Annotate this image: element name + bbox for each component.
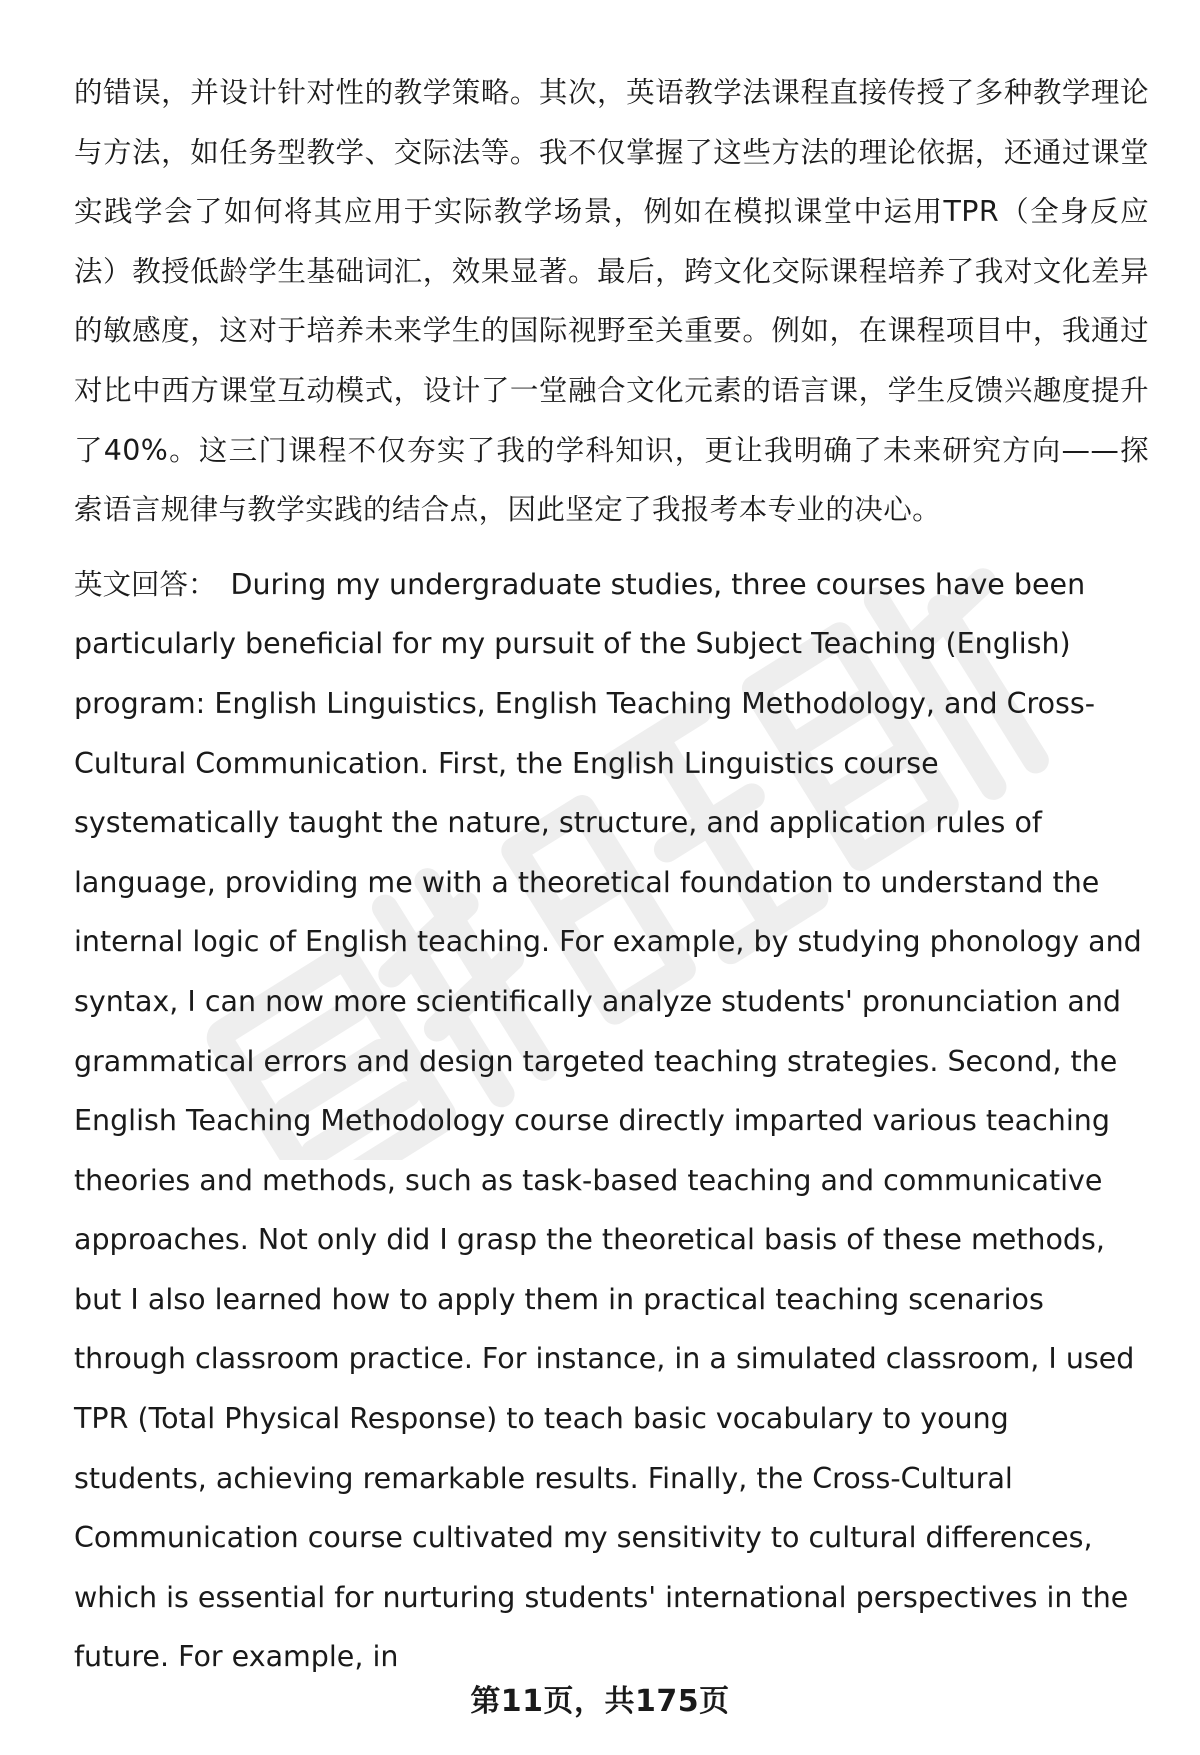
page-number-footer: 第11页，共175页 bbox=[470, 1684, 730, 1719]
chinese-answer-paragraph: 的错误，并设计针对性的教学策略。其次，英语教学法课程直接传授了多种教学理论与方法，如任务型教学、交际法等。我不仅掌握了这些方法的理论依据，还通过课堂实践学会了如何将其应用于实际教学场景，例如在模拟课堂中运用TPR（全身反应法）教授低龄学生基础词汇，效果显著。最后，跨文化交际课程培养了我对文化差异的敏感度，这对于培养未来学生的国际视野至关重要。例如，在课程项目中，我通过对比中西方课堂互动模式，设计了一堂融合文化元素的语言课，学生反馈兴趣度提升了40%。这三门课程不仅夯实了我的学科知识，更让我明确了未来研究方向——探索语言规律与教学实践的结合点，因此坚定了我报考本专业的决心。 bbox=[74, 76, 1149, 527]
english-answer-label: 英文回答： bbox=[74, 567, 217, 601]
english-answer-paragraph bbox=[74, 555, 1149, 1687]
english-answer-text: During my undergraduate studies, three courses have been particularly beneficial for my pursuit of the Subject Teaching (English) program: English Linguistics, English Teaching Methodology, and Cross-Cultural Communication. First, the English Linguistics course systematically taught the nature, structure, and application rules of language, providing me with a theoretical foundation to understand the internal logic of English teaching. For example, by studying phonology and syntax, I can now more scientifically analyze students' pronunciation and grammatical errors and design targeted teaching strategies. Second, the English Teaching Methodology course directly imparted various teaching theories and methods, such as task-based teaching and communicative approaches. Not only did I grasp the theoretical basis of these methods, but I also learned how to apply them in practical teaching scenarios through classroom practice. For instance, in a simulated classroom, I used TPR (Total Physical Response) to teach basic vocabulary to young students, achieving remarkable results. Finally, the Cross-Cultural Communication course cultivated my sensitivity to cultural differences, which is essential for nurturing students' international perspectives in the future. For example, in bbox=[74, 567, 1142, 1674]
document-body bbox=[74, 63, 1149, 1687]
